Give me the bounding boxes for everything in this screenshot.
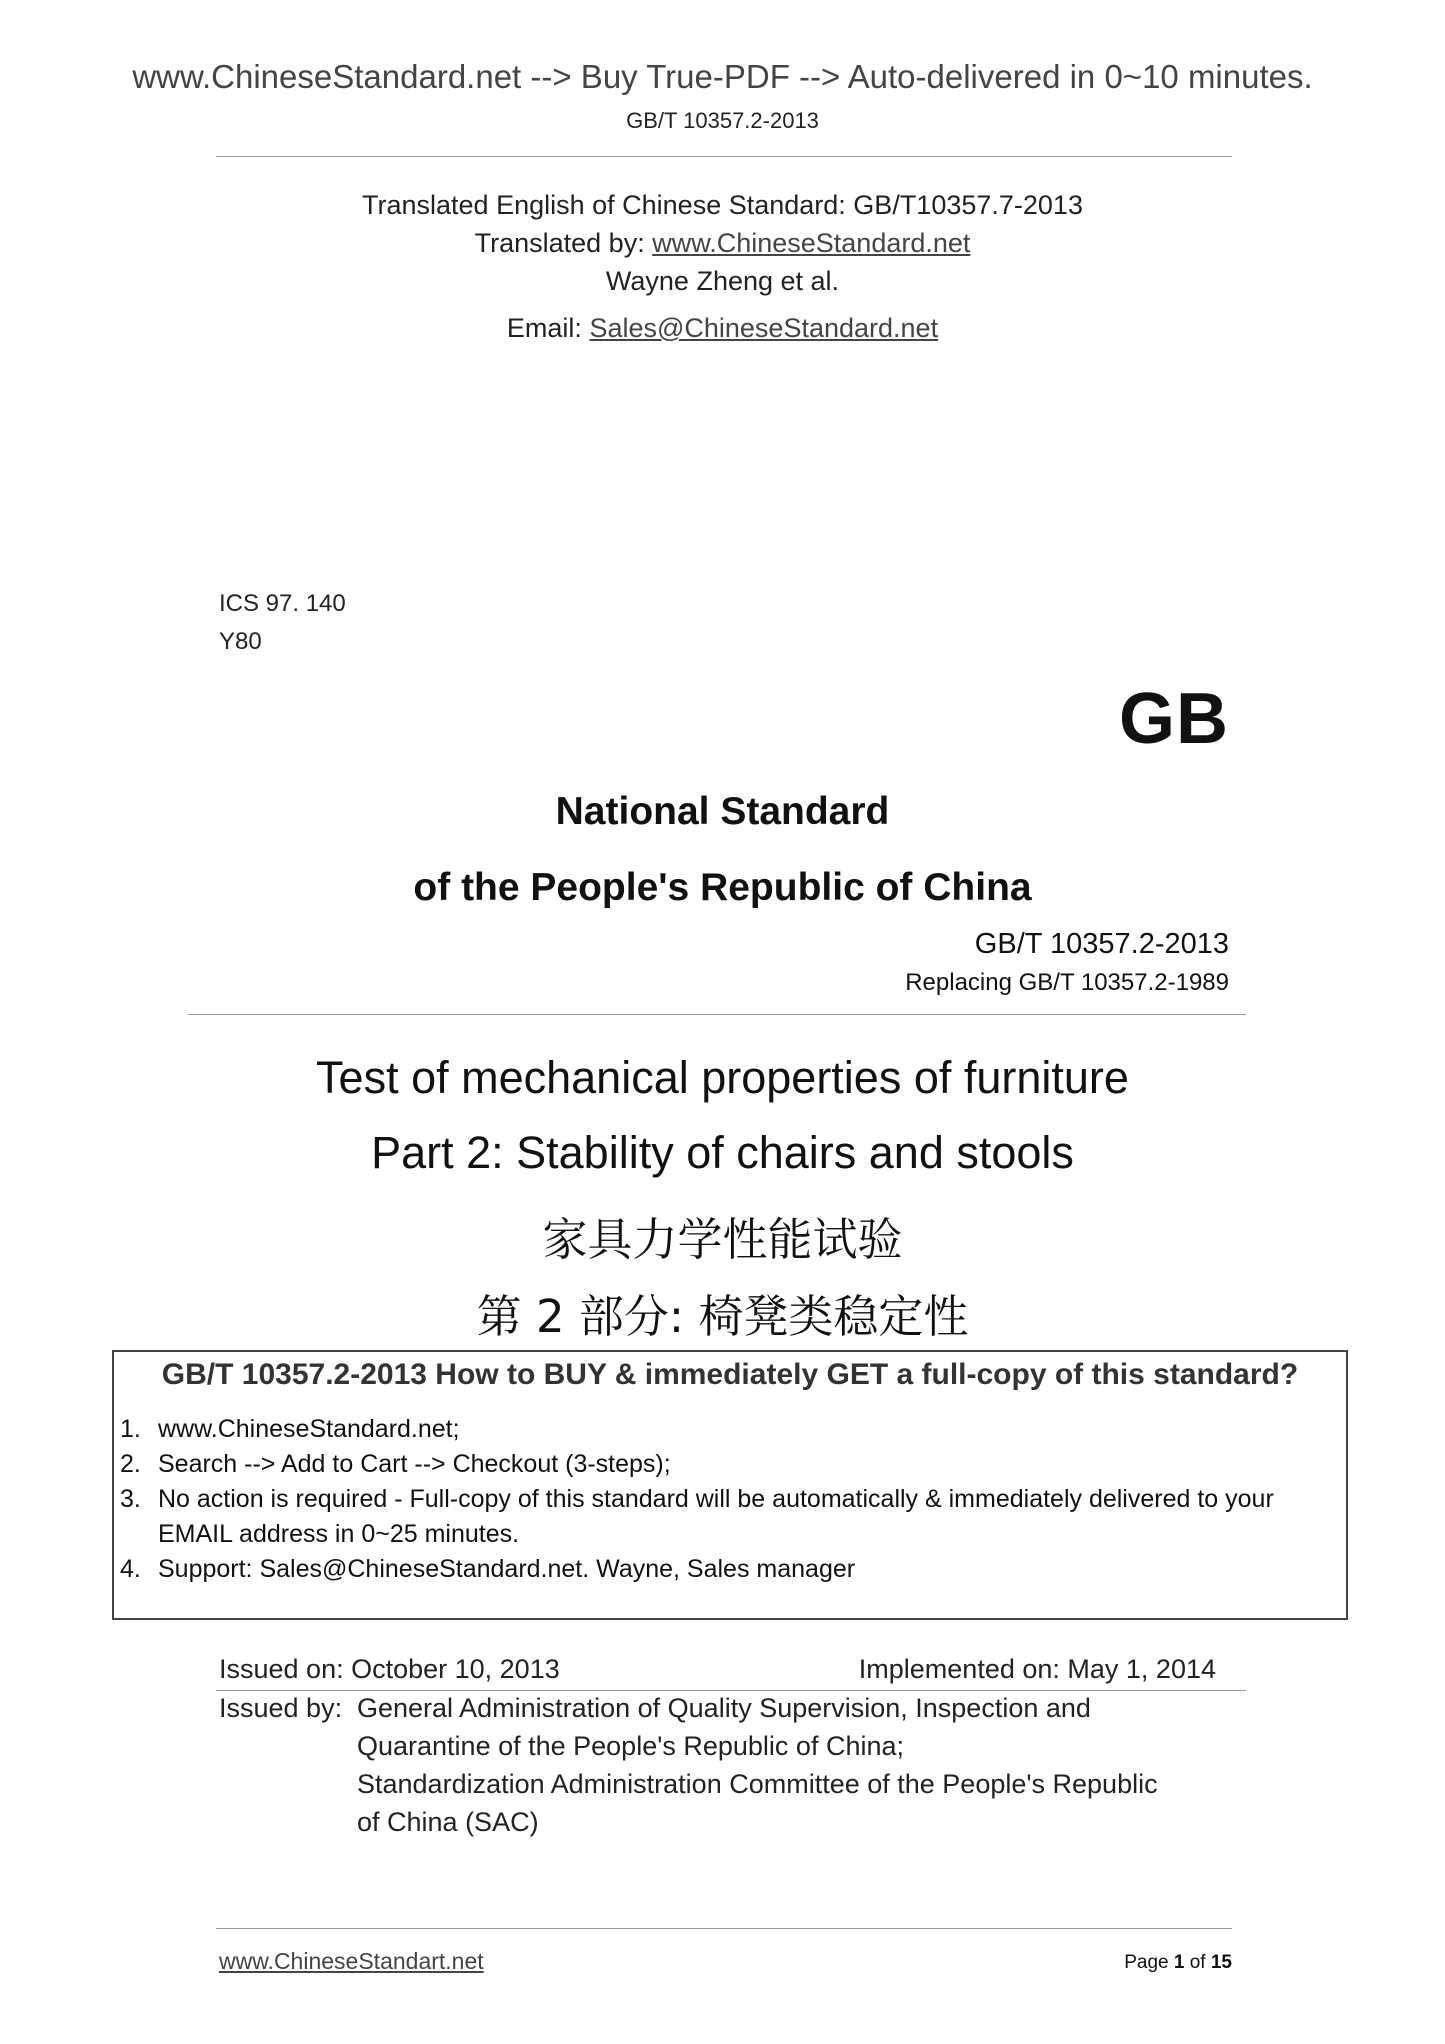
buy-box-heading: GB/T 10357.2-2013 How to BUY & immediately GET a full-copy of this standard? [161, 1358, 1299, 1391]
translation-line: Translated English of Chinese Standard: GB/T10357.7-2013 [362, 190, 1083, 220]
issued-by-label: Issued by: [219, 1693, 343, 1723]
translated-by-line [0, 228, 1445, 259]
header-divider [216, 156, 1232, 157]
page-prefix: Page [1124, 1952, 1174, 1973]
page-number: 1 [1173, 1952, 1185, 1973]
buy-steps-list [120, 1412, 1340, 1587]
list-item-number: 4. [120, 1555, 141, 1583]
list-item-number: 3. [120, 1485, 141, 1513]
list-item [120, 1412, 1340, 1447]
page-total: 15 [1210, 1952, 1232, 1973]
title-en-line1: Test of mechanical properties of furniture [316, 1052, 1129, 1103]
translated-by-link[interactable]: www.ChineseStandard.net [652, 228, 971, 258]
ccs-code: Y80 [219, 628, 262, 655]
page-indicator [1124, 1952, 1232, 1974]
replacing-standard: Replacing GB/T 10357.2-1989 [905, 969, 1229, 996]
footer-divider [216, 1928, 1232, 1929]
standard-code: GB/T 10357.2-2013 [974, 928, 1229, 960]
list-item-text: Support: Sales@ChineseStandard.net. Wayne, Sales manager [158, 1555, 856, 1583]
email-line [0, 313, 1445, 344]
issued-by-line1: General Administration of Quality Supervision, Inspection and [357, 1693, 1091, 1723]
implemented-on: Implemented on: May 1, 2014 [858, 1654, 1216, 1684]
list-item-number: 1. [120, 1415, 141, 1443]
title-cn-line2: 第 2 部分: 椅凳类稳定性 [476, 1290, 969, 1343]
page-of: of [1184, 1952, 1211, 1973]
list-item-text: Search --> Add to Cart --> Checkout (3-steps); [158, 1450, 671, 1478]
list-item [120, 1447, 1340, 1482]
ics-code: ICS 97. 140 [219, 590, 346, 617]
buy-info-box [112, 1350, 1348, 1620]
title-en-line2: Part 2: Stability of chairs and stools [371, 1127, 1074, 1178]
list-item-text: www.ChineseStandard.net; [158, 1415, 460, 1443]
title-divider [188, 1014, 1246, 1015]
list-item-text: No action is required - Full-copy of this standard will be automatically & immediately delivered to your EMAIL address in 0~25 minutes. [158, 1485, 1274, 1548]
banner: www.ChineseStandard.net --> Buy True-PDF --> Auto-delivered in 0~10 minutes. [132, 58, 1313, 95]
issued-on: Issued on: October 10, 2013 [219, 1654, 560, 1684]
issued-by-line3: Standardization Administration Committee of the People's Republic [357, 1769, 1158, 1799]
issue-divider [216, 1690, 1246, 1691]
email-label: Email: [506, 313, 590, 343]
issued-by-line4: of China (SAC) [357, 1807, 539, 1837]
national-standard-line2: of the People's Republic of China [413, 866, 1032, 909]
gb-mark: GB [1119, 679, 1229, 759]
header-standard-code: GB/T 10357.2-2013 [626, 108, 819, 133]
issued-by-line2: Quarantine of the People's Republic of China; [357, 1731, 905, 1761]
translated-by-label: Translated by: [474, 228, 653, 258]
list-item [120, 1482, 1340, 1552]
list-item [120, 1552, 1340, 1587]
email-link[interactable]: Sales@ChineseStandard.net [589, 313, 939, 343]
list-item-number: 2. [120, 1450, 141, 1478]
title-cn-line1: 家具力学性能试验 [542, 1213, 903, 1266]
footer-link[interactable]: www.ChineseStandart.net [219, 1948, 484, 1974]
translator-name: Wayne Zheng et al. [605, 266, 840, 296]
national-standard-line1: National Standard [555, 790, 890, 833]
